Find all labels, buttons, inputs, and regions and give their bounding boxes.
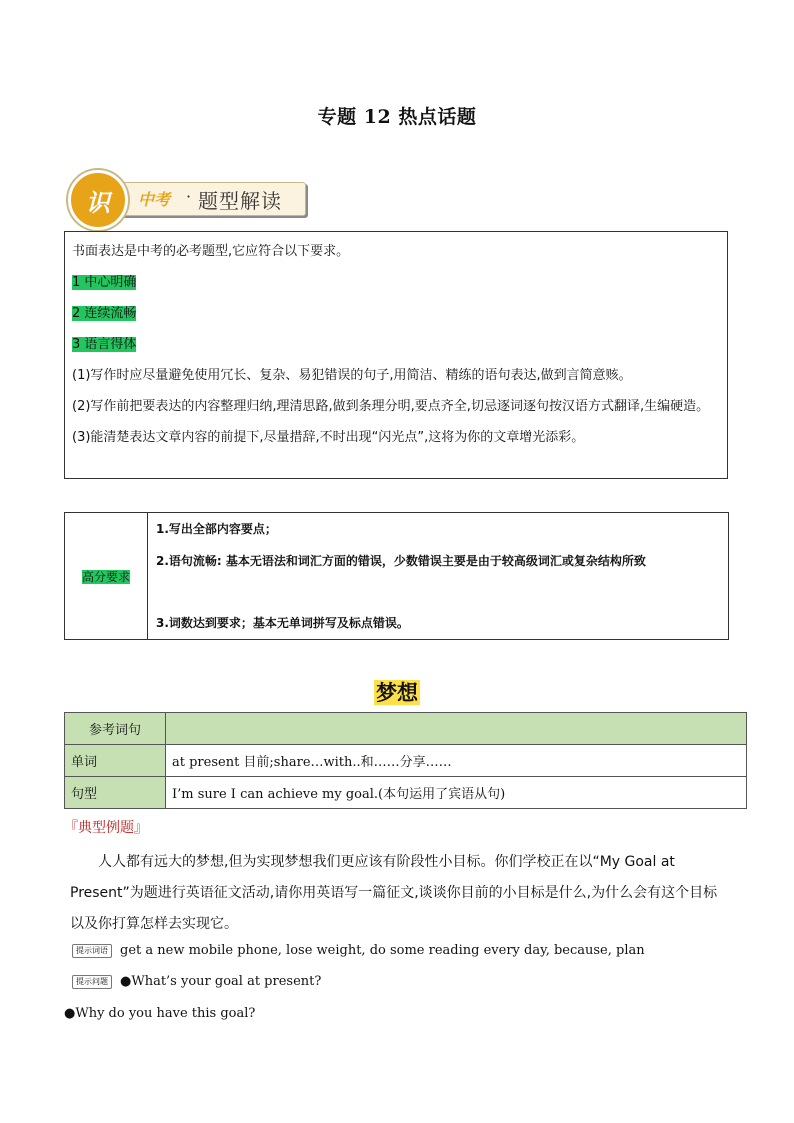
reference-row-label: 句型 bbox=[65, 777, 166, 809]
requirement-item: 3.词数达到要求；基本无单词拼写及标点错误。 bbox=[156, 616, 409, 630]
hint-words-tag: 提示词语 bbox=[72, 944, 112, 958]
hint-words: get a new mobile phone, lose weight, do some reading every day, because, plan bbox=[120, 943, 645, 958]
reference-row-value: at present 目前;share…with..和……分享…… bbox=[166, 745, 747, 777]
hint-words-line bbox=[72, 943, 645, 958]
intro-note: (2)写作前把要表达的内容整理归纳,理清思路,做到条理分明,要点齐全,切忌逐词逐句按汉语方式翻译,生编硬造。 bbox=[72, 399, 710, 414]
example-prompt: 人人都有远大的梦想,但为实现梦想我们更应该有阶段性小目标。你们学校正在以“My Goal at Present”为题进行英语征文活动,请你用英语写一篇征文,谈谈你目前的小目标是什么,为什么会有这个目标以及你打算怎样去实现它。 bbox=[70, 854, 718, 932]
banner-heading: 题型解读 bbox=[198, 189, 282, 213]
reference-header-blank bbox=[166, 713, 747, 745]
intro-point: 3 语言得体 bbox=[72, 337, 137, 352]
hint-questions-tag: 提示问题 bbox=[72, 975, 112, 989]
topic-title: 梦想 bbox=[376, 680, 418, 705]
reference-table bbox=[64, 712, 747, 809]
banner-badge: 识 bbox=[68, 170, 128, 230]
high-score-label-cell bbox=[65, 513, 148, 640]
high-score-label: 高分要求 bbox=[81, 569, 130, 584]
intro-point: 2 连续流畅 bbox=[72, 306, 137, 321]
reference-row-value: I’m sure I can achieve my goal.(本句运用了宾语从句) bbox=[166, 777, 747, 809]
example-label: 『典型例题』 bbox=[64, 820, 148, 836]
section-banner bbox=[68, 170, 308, 226]
banner-tag: 中考 bbox=[138, 190, 171, 209]
reference-header: 参考词句 bbox=[65, 713, 166, 745]
intro-note: (1)写作时应尽量避免使用冗长、复杂、易犯错误的句子,用简洁、精练的语句表达,做到言简意赅。 bbox=[72, 368, 632, 383]
requirement-item: 2.语句流畅: 基本无语法和词汇方面的错误，少数错误主要是由于较高级词汇或复杂结构所致 bbox=[156, 554, 646, 568]
high-score-table bbox=[64, 512, 729, 640]
hint-question-line: ●Why do you have this goal? bbox=[64, 1006, 256, 1021]
intro-point: 1 中心明确 bbox=[72, 275, 137, 290]
intro-note: (3)能清楚表达文章内容的前提下,尽量措辞,不时出现“闪光点”,这将为你的文章增光添彩。 bbox=[72, 430, 585, 445]
requirement-item: 1.写出全部内容要点； bbox=[156, 522, 277, 536]
high-score-items bbox=[148, 513, 729, 640]
hint-questions-line bbox=[72, 974, 321, 989]
page-title: 专题 12 热点话题 bbox=[317, 106, 477, 128]
requirements-intro-box bbox=[64, 231, 728, 479]
intro-lead: 书面表达是中考的必考题型,它应符合以下要求。 bbox=[72, 244, 350, 259]
reference-row-label: 单词 bbox=[65, 745, 166, 777]
banner-dot: · bbox=[186, 187, 192, 206]
topic-heading bbox=[0, 677, 794, 707]
hint-question: ●What’s your goal at present? bbox=[120, 974, 322, 989]
